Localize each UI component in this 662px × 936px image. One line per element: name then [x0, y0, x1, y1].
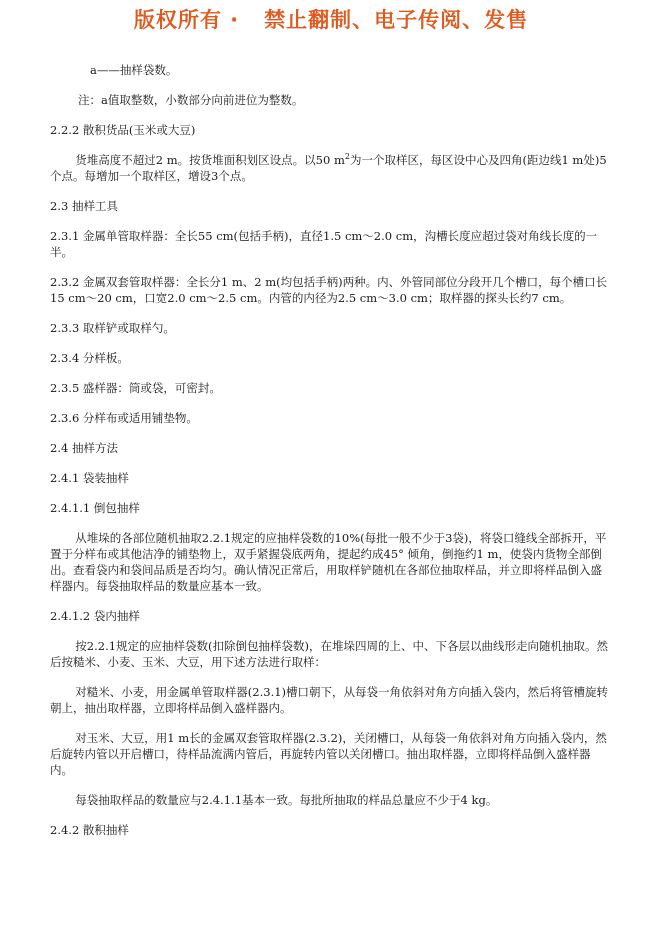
variable-definition: a——抽样袋数。 [90, 63, 178, 77]
paragraph-2-4-1-2-rice-wheat: 对糙米、小麦，用金属单管取样器(2.3.1)槽口朝下，从每袋一角依斜对角方向插入袋内，然后将管槽旋转朝上，抽出取样器，立即将样品倒入盛样器内。 [50, 685, 609, 715]
paragraph-2-3-1: 2.3.1 金属单管取样器：全长55 cm(包括手柄)，直径1.5 cm～2.0 cm，沟槽长度应超过袋对角线长度的一半。 [50, 229, 598, 259]
section-heading-2-4-1-2: 2.4.1.2 袋内抽样 [50, 609, 140, 623]
section-heading-2-4-1-1: 2.4.1.1 倒包抽样 [50, 501, 140, 515]
paragraph-2-3-6: 2.3.6 分样布或适用铺垫物。 [50, 411, 198, 425]
note: 注：a值取整数，小数部分向前进位为整数。 [78, 93, 304, 107]
paragraph-2-3-5: 2.3.5 盛样器：筒或袋，可密封。 [50, 381, 221, 395]
section-heading-2-4-1: 2.4.1 袋装抽样 [50, 471, 129, 485]
paragraph-2-4-1-2-quantity: 每袋抽取样品的数量应与2.4.1.1基本一致。每批所抽取的样品总量应不少于4 kg。 [75, 793, 498, 807]
document-body [50, 62, 612, 838]
paragraph-2-2-2: 货堆高度不超过2 m。按货堆面积划区设点。以50 $m^2$为一个取样区，每区设中心及四角(距边线1 m处)5个点。每增加一个取样区，增设3个点。 [50, 152, 607, 183]
watermark-banner: 版权所有 · 禁止翻制、电子传阅、发售 [133, 8, 529, 32]
section-heading-2-2-2: 2.2.2 散积货品(玉米或大豆) [50, 123, 196, 137]
paragraph-2-3-2: 2.3.2 金属双套管取样器：全长分1 m、2 m(均包括手柄)两种。内、外管同部位分段开几个槽口，每个槽口长15 cm～20 cm，口宽2.0 cm～2.5 cm。内管的内径为2.5 cm～3.0 cm；取样器的探头长约7 cm。 [50, 275, 608, 305]
section-heading-2-4-2: 2.4.2 散积抽样 [50, 823, 129, 837]
section-heading-2-3: 2.3 抽样工具 [50, 199, 118, 213]
paragraph-2-4-1-2: 按2.2.1规定的应抽样袋数(扣除倒包抽样袋数)，在堆垛四周的上、中、下各层以曲线形走向随机抽取。然后按糙米、小麦、玉米、大豆，用下述方法进行取样： [50, 639, 609, 669]
paragraph-2-4-1-1: 从堆垛的各部位随机抽取2.2.1规定的应抽样袋数的10%(每批一般不少于3袋)，将袋口缝线全部拆开，平置于分样布或其他洁净的铺垫物上，双手紧握袋底两角，提起约成45° 倾角，倒拖约1 m，使袋内货物全部倒出。查看袋内和袋间品质是否均匀。确认情况正常后，用取样铲随机在各部位抽取样品，并立即将样品倒入盛样器内。每袋抽取样品的数量应基本一致。 [50, 531, 607, 593]
paragraph-2-3-4: 2.3.4 分样板。 [50, 351, 129, 365]
section-heading-2-4: 2.4 抽样方法 [50, 441, 118, 455]
paragraph-2-4-1-2-corn-soy: 对玉米、大豆，用1 m长的金属双套管取样器(2.3.2)，关闭槽口，从每袋一角依斜对角方向插入袋内，然后旋转内管以开启槽口，待样品流满内管后，再旋转内管以关闭槽口。抽出取样器，立即将样品倒入盛样器内。 [50, 731, 607, 777]
paragraph-2-3-3: 2.3.3 取样铲或取样勺。 [50, 321, 175, 335]
